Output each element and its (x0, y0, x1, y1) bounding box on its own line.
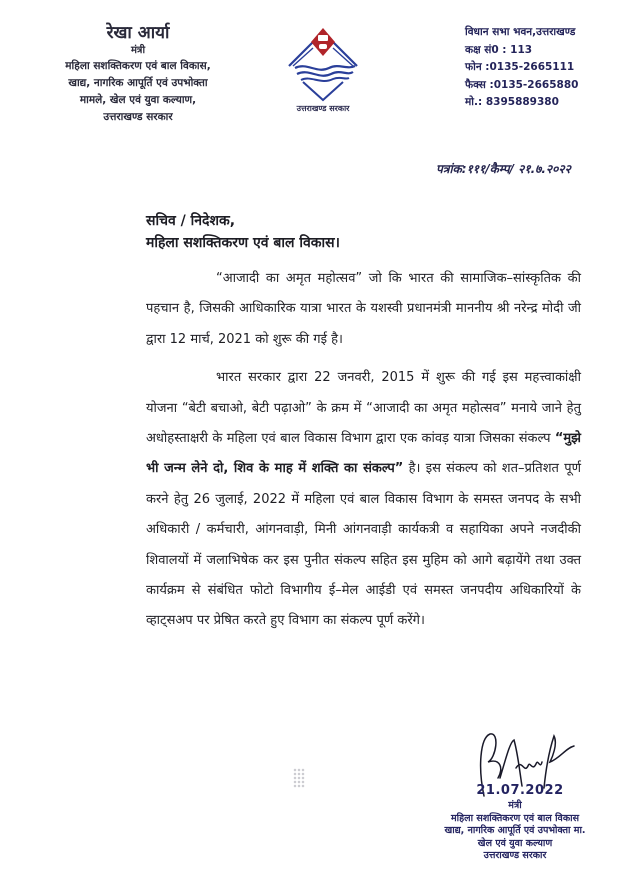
state-emblem-icon (283, 22, 363, 102)
signatory-details (410, 800, 620, 863)
portfolio-line: महिला सशक्तिकरण एवं बाल विकास, (65, 60, 211, 72)
scan-artifact (293, 768, 305, 788)
signature-date: 21.07.2022 (476, 783, 564, 798)
room-number: कक्ष सं0 : 113 (465, 43, 533, 56)
fax-number: फैक्स :0135-2665880 (465, 78, 579, 91)
paragraph-2 (146, 363, 581, 637)
uttarakhand-govt-logo (268, 22, 378, 114)
logo-caption: उत्तराखण्ड सरकार (296, 104, 350, 113)
portfolio-line: खाद्य, नागरिक आपूर्ति एवं उपभोक्ता (68, 77, 208, 89)
signatory-designation: मंत्री (508, 800, 522, 811)
paragraph-2-text-cont: है। इस संकल्प को शत–प्रतिशत पूर्ण करने हेतु 26 जुलाई, 2022 में महिला एवं बाल विकास विभाग के समस्त जनपद के सभी अधिकारी / कर्मचारी, आंगनवाड़ी, मिनी आंगनवाड़ी कार्यकत्री व सहायिका अपने नजदीकी शिवालयों में जलाभिषेक कर इस पुनीत संकल्प सहित इस मुहिम को आगे बढ़ायेंगे तथा उक्त कार्यक्रम से संबंधित फोटो विभागीय ई–मेल आईडी एवं समस्त जनपदीय अधिकारियों के व्हाट्सअप पर प्रेषित करते हुए विभाग का संकल्प पूर्ण करेंगे। (146, 461, 581, 629)
portfolio-line: मामले, खेल एवं युवा कल्याण, (79, 94, 197, 106)
minister-details (38, 22, 238, 126)
addressee (146, 210, 340, 254)
addressee-department: महिला सशक्तिकरण एवं बाल विकास। (146, 235, 340, 251)
minister-designation: मंत्री (130, 45, 146, 56)
office-address: विधान सभा भवन,उत्तराखण्ड (465, 26, 576, 38)
signatory-portfolio: महिला सशक्तिकरण एवं बाल विकास (451, 812, 579, 824)
paragraph-2-text: भारत सरकार द्वारा 22 जनवरी, 2015 में शुरू की गई इस महत्त्वाकांक्षी योजना “बेटी बचाओ, बेटी पढ़ाओ” के क्रम में “आजादी का अमृत महोत्सव” मनाये जाने हेतु अधोहस्ताक्षरी के महिला एवं बाल विकास विभाग द्वारा एक कांवड़ यात्रा जिसका संकल्प (146, 370, 581, 447)
phone-number: फोन :0135-2665111 (465, 61, 575, 73)
portfolio-line: उत्तराखण्ड सरकार (103, 111, 173, 123)
office-contact (465, 24, 635, 112)
signatory-government: उत्तराखण्ड सरकार (483, 850, 547, 861)
letter-reference-number: पत्रांक:१११/कैम्प/ २१.७.२०२२ (436, 162, 571, 176)
signatory-portfolio: खेल एवं युवा कल्याण (477, 837, 553, 849)
signatory-portfolio: खाद्य, नागरिक आपूर्ति एवं उपभोक्ता मा. (444, 825, 586, 836)
addressee-title: सचिव / निदेशक, (146, 213, 236, 229)
mobile-number: मो.: 8395889380 (465, 96, 559, 108)
pledge-slogan: “मुझे भी जन्म लेने दो, शिव के माह में शक्ति का संकल्प” (146, 431, 581, 477)
letter-body (146, 264, 581, 637)
letterhead (0, 0, 640, 140)
minister-name: रेखा आर्या (106, 23, 170, 43)
paragraph-1: “आजादी का अमृत महोत्सव” जो कि भारत की सामाजिक–सांस्कृतिक की पहचान है, जिसकी आधिकारिक यात्रा भारत के यशस्वी प्रधानमंत्री माननीय श्री नरेन्द्र मोदी जी द्वारा 12 मार्च, 2021 को शुरू की गई है। (146, 271, 581, 347)
